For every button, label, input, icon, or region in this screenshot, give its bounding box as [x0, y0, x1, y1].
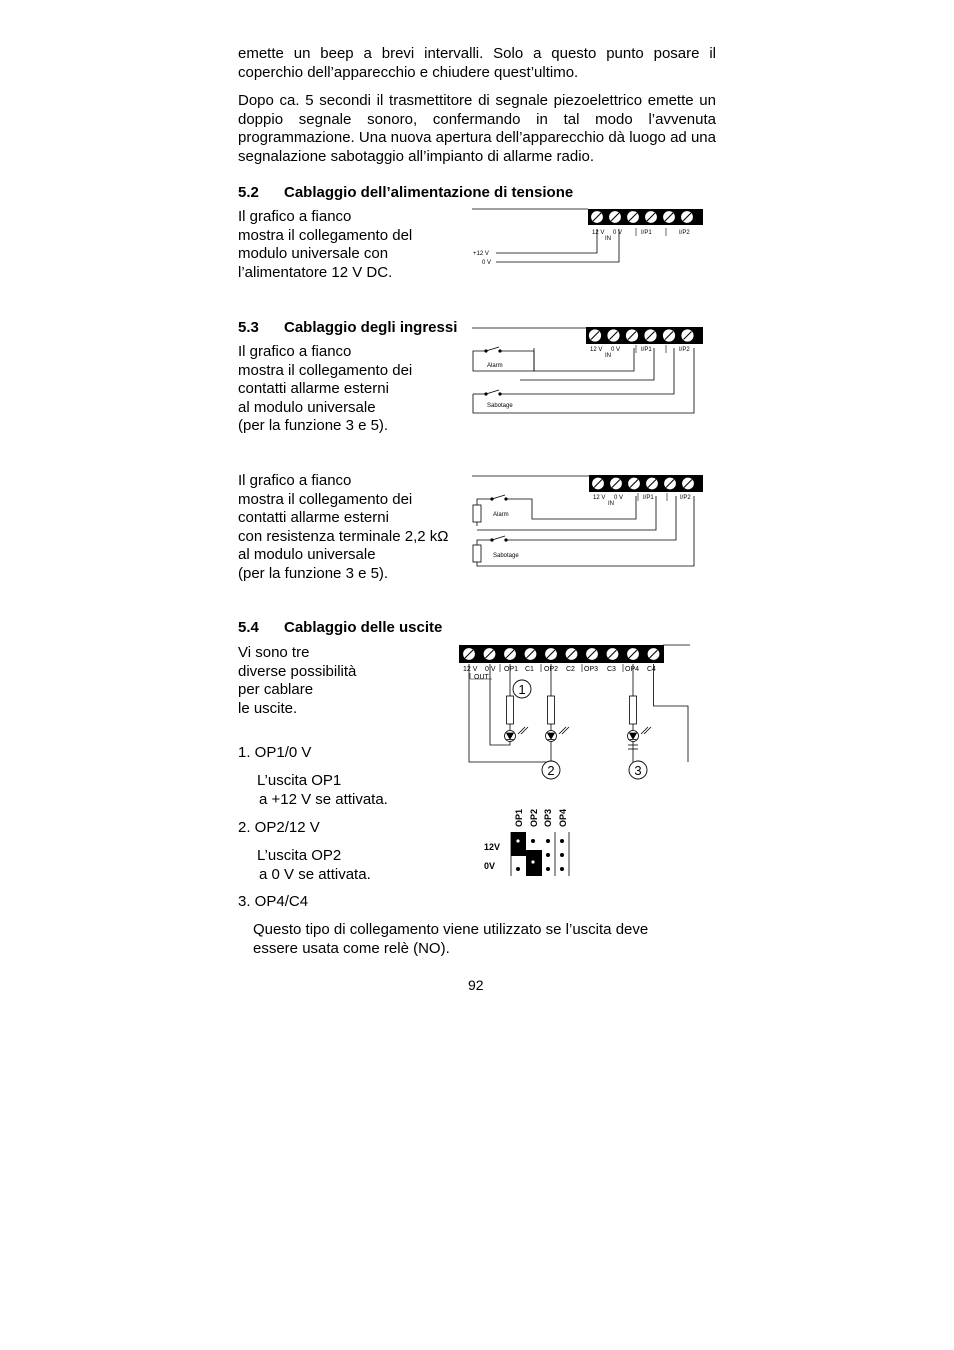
text-line: essere usata come relè (NO).: [253, 939, 450, 957]
terminal-label: I/P2: [679, 230, 690, 236]
text-line: (per la funzione 3 e 5).: [238, 564, 389, 582]
text-line: contatti allarme esterni: [238, 509, 389, 526]
terminal-label: 12 V: [592, 230, 605, 236]
section-5-3-text: [238, 343, 412, 436]
terminal-label: OP2: [544, 666, 559, 673]
terminal-label: I/P1: [641, 347, 652, 353]
output-wiring-diagram: [458, 642, 693, 782]
terminal-label: C2: [566, 666, 575, 673]
terminal-label: I/P2: [680, 495, 691, 501]
text-line: con resistenza terminale 2,2 kΩ: [238, 527, 449, 545]
jumper-row-label: 12V: [484, 842, 501, 852]
jumper-col-label: OP1: [514, 808, 524, 827]
text-line: L’uscita OP1: [257, 772, 342, 789]
text-line: a +12 V se attivata.: [259, 790, 388, 808]
section-5-2-text: [238, 208, 412, 282]
alarm-label: Alarm: [493, 512, 509, 518]
jumper-col-label: OP4: [558, 808, 568, 827]
jumper-diagram: [480, 805, 575, 880]
in-label: IN: [608, 501, 614, 507]
section-heading-5-3: [238, 319, 457, 336]
list-item-2: 2. OP2/12 V: [238, 819, 320, 836]
terminal-label: OP1: [504, 666, 519, 673]
sabotage-label: Sabotage: [487, 403, 513, 409]
text-line: contatti allarme esterni: [238, 380, 389, 397]
intro-paragraph-1: emette un beep a brevi intervalli. Solo a questo punto posare il coperchio dell’apparecchio e chiudere quest’ultimo.: [238, 45, 716, 81]
text-line: modulo universale con: [238, 245, 389, 262]
list-item-1: 1. OP1/0 V: [238, 744, 312, 761]
jumper-col-label: OP3: [543, 808, 553, 827]
list-item-3: 3. OP4/C4: [238, 893, 309, 910]
terminal-label: 12 V: [590, 347, 603, 353]
section-number: 5.3: [238, 319, 259, 336]
section-5-3-text-2: [238, 472, 448, 583]
text-line: al modulo universale: [238, 546, 376, 563]
list-item-3-description: [253, 921, 648, 958]
text-line: le uscite.: [238, 699, 298, 717]
terminal-label: OP3: [584, 666, 599, 673]
text-line: Il grafico a fianco: [238, 208, 352, 225]
terminal-label: I/P1: [643, 495, 654, 501]
list-item-2-description: [257, 847, 371, 884]
jumper-row-label: 0V: [484, 861, 496, 871]
terminal-label: 12 V: [463, 666, 478, 673]
text-line: L’uscita OP2: [257, 847, 342, 864]
power-wiring-diagram: [468, 205, 708, 270]
text-line: mostra il collegamento dei: [238, 361, 413, 379]
terminal-label: C4: [647, 666, 656, 673]
out-label: OUT: [474, 674, 489, 681]
page-number: 92: [468, 977, 484, 993]
callout-2: 2: [547, 763, 555, 778]
text-line: mostra il collegamento dei: [238, 490, 413, 508]
text-line: l’alimentatore 12 V DC.: [238, 263, 393, 281]
section-title: Cablaggio dell’alimentazione di tensione: [284, 184, 574, 201]
terminal-label: 0 V: [485, 666, 496, 673]
zero-v-label: 0 V: [482, 260, 492, 266]
sabotage-label: Sabotage: [493, 553, 519, 559]
text-line: diverse possibilità: [238, 662, 357, 680]
terminal-label: C1: [525, 666, 534, 673]
terminal-label: 0 V: [613, 230, 623, 236]
plus-12v-label: +12 V: [473, 251, 489, 257]
text-line: a 0 V se attivata.: [259, 865, 371, 883]
text-line: per cablare: [238, 681, 314, 698]
terminal-label: OP4: [625, 666, 640, 673]
jumper-col-label: OP2: [529, 808, 539, 827]
terminal-label: C3: [607, 666, 616, 673]
callout-1: 1: [518, 682, 526, 697]
section-title: Cablaggio degli ingressi: [284, 319, 458, 336]
terminal-label: 0 V: [614, 495, 624, 501]
section-number: 5.2: [238, 184, 259, 201]
text-line: Questo tipo di collegamento viene utilizzato se l’uscita deve: [253, 921, 649, 938]
text-line: al modulo universale: [238, 398, 376, 416]
section-title: Cablaggio delle uscite: [284, 619, 443, 636]
alarm-label: Alarm: [487, 363, 503, 369]
text-line: Il grafico a fianco: [238, 472, 352, 489]
terminal-label: 0 V: [611, 347, 621, 353]
input-resistor-wiring-diagram: [468, 472, 708, 572]
terminal-label: I/P1: [641, 230, 652, 236]
text-line: Vi sono tre: [238, 644, 310, 661]
text-line: Il grafico a fianco: [238, 343, 352, 360]
text-line: (per la funzione 3 e 5).: [238, 417, 389, 434]
terminal-label: 12 V: [593, 495, 606, 501]
text-line: mostra il collegamento del: [238, 226, 413, 244]
section-5-4-text: [238, 644, 356, 718]
section-heading-5-2: [238, 184, 573, 201]
list-item-1-description: [257, 772, 388, 809]
in-label: IN: [605, 236, 611, 242]
intro-paragraph-2: Dopo ca. 5 secondi il trasmettitore di segnale piezoelettrico emette un doppio segnale sonoro, confermando in tal modo l’avvenuta programmazione. Una nuova apertura dell’apparecchio dà luogo ad una segnalazione sabotaggio all’impianto di allarme radio.: [238, 92, 716, 165]
section-number: 5.4: [238, 619, 259, 636]
terminal-label: I/P2: [679, 347, 690, 353]
callout-3: 3: [634, 763, 642, 778]
in-label: IN: [605, 353, 611, 359]
section-heading-5-4: [238, 619, 442, 636]
input-wiring-diagram: [468, 324, 708, 419]
